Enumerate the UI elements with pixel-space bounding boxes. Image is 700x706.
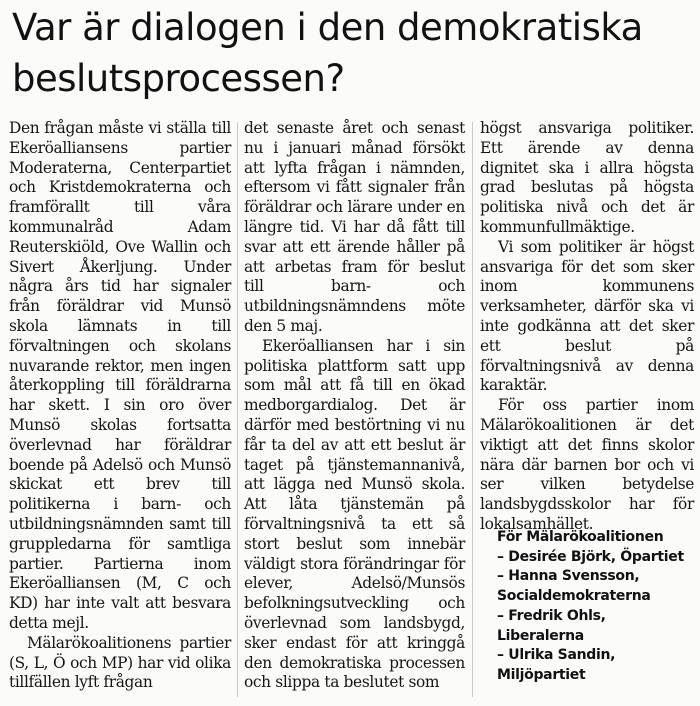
column-divider [472, 122, 473, 697]
signature-line: – Hanna Svensson, [497, 568, 640, 585]
signature-block [497, 528, 697, 686]
signature-line: Socialdemokraterna [497, 588, 651, 605]
signature-line: – Fredrik Ohls, [497, 607, 606, 624]
signature-line: Liberalerna [497, 627, 584, 644]
body-paragraph: Den frågan måste vi ställa till Ekeröalliansens partier Moderaterna, Centerpartiet och Kristdemokraterna och framförallt till våra kommunalråd Adam Reuterskiöld, Ove Wallin och Sivert Åkerljung. Under några års tid har signaler från föräldrar vid Munsö skola lämnats in till förvaltningen och skolans nuvarande rektor, men ingen återkoppling till föräldrarna har skett. I sin oro över Munsö skolas fortsatta överlevnad har föräldrar boende på Adelsö och Munsö skickat ett brev till politikerna i barn- och utbildningsnämnden samt till gruppledarna för samtliga partier. Partierna inom Ekeröalliansen (M, C och KD) har inte valt att besvara detta mejl. [9, 119, 231, 632]
body-paragraph: Vi som politiker är högst ansvariga för det som sker inom kommunens verksamheter, därför ska vi inte godkänna att det sker ett beslut på förvaltningsnivå av denna karaktär. [480, 237, 694, 395]
body-paragraph: högst ansvariga politiker. Ett ärende av denna dignitet ska i allra högsta grad beslutas på högsta politiska nivå och det är kommunfullmäktige. [480, 119, 694, 236]
signature-line: För Mälarökoalitionen [497, 529, 664, 545]
body-paragraph: Mälarökoalitionens partier (S, L, Ö och MP) har vid olika tillfällen lyft frågan [9, 633, 231, 692]
signature-line: Miljöpartiet [497, 666, 586, 683]
body-paragraph: det senaste året och senast nu i januari månad försökt att lyfta frågan i nämnden, eftersom vi fått signaler från föräldrar och lärare under en längre tid. Vi har då fått till svar att ett ärende håller på att arbetas fram för beslut till barn- och utbildningsnämndens möte den 5 maj. [244, 119, 465, 335]
signature-line: – Desirée Björk, Öpartiet [497, 548, 684, 565]
headline: Var är dialogen i den demokratiska beslutsprocessen? [12, 6, 643, 100]
article-column-2 [244, 119, 465, 693]
column-divider [237, 122, 238, 697]
body-paragraph: För oss partier inom Mälarökoalitionen är det viktigt att det finns skolor nära där barnen bor och vi ser vilken betydelse landsbygdsskolor har för lokalsamhället. [480, 396, 694, 533]
article-column-1 [9, 119, 231, 693]
body-paragraph: Ekeröalliansen har i sin politiska plattform satt upp som mål att få till en ökad medborgardialog. Det är därför med bestörtning vi nu får ta del av att ett beslut är taget på tjänstemannanivå, att lägga ned Munsö skola. Att låta tjänstemän på förvaltningsnivå ta ett så stort beslut som innebär väldigt stora förändringar för elever, Adelsö/Munsös befolkningsutveckling och överlevnad som landsbygd, sker endast för att kringgå den demokratiska processen och slippa ta beslutet som [244, 336, 465, 692]
article-column-3 [480, 119, 694, 535]
signature-line: – Ulrika Sandin, [497, 647, 616, 664]
